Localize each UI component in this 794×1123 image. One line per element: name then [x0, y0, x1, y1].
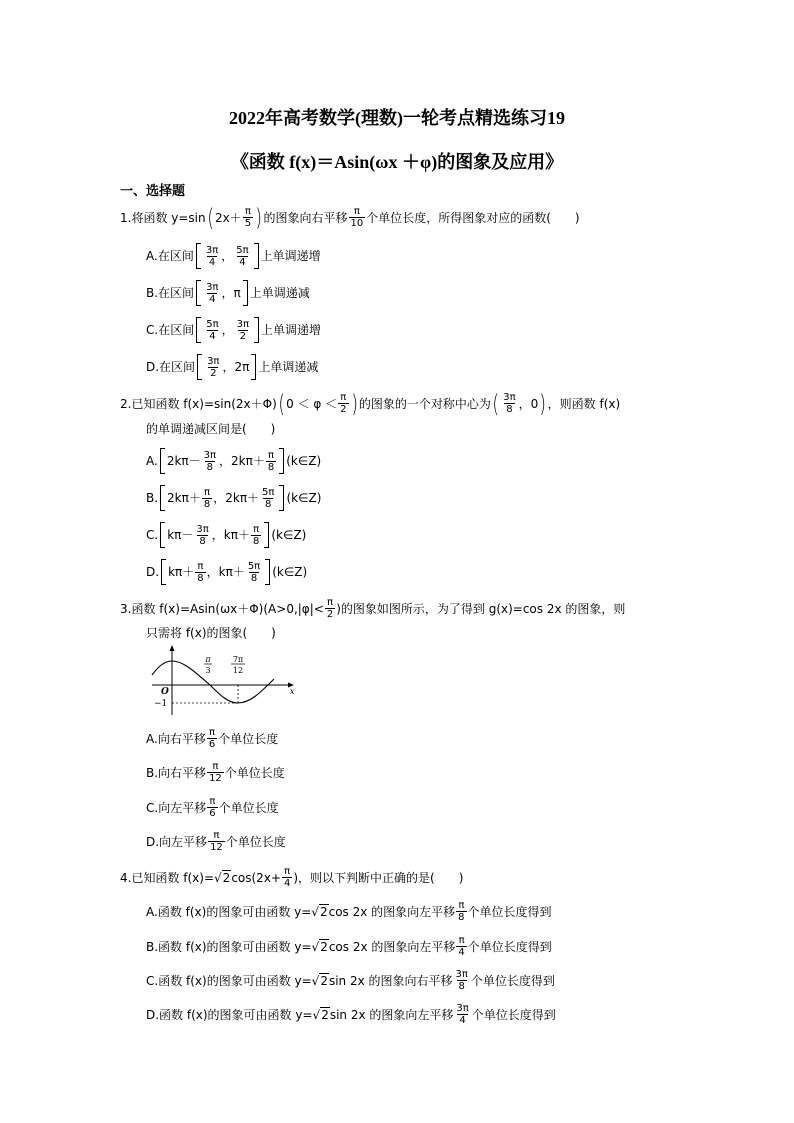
- frac-num: 3π: [203, 449, 217, 461]
- option-suffix: 上单调递减: [258, 360, 319, 374]
- option-tail: (k∈Z): [286, 454, 322, 468]
- frac-den: 8: [458, 912, 465, 923]
- sqrt-radicand: 2: [321, 1007, 329, 1022]
- option-fraction: [207, 727, 217, 750]
- frac-num: 3π: [207, 355, 220, 367]
- option-suffix: 个单位长度: [218, 731, 279, 746]
- frac-den: 4: [283, 878, 291, 889]
- option-tail: (k∈Z): [286, 491, 322, 505]
- frac-num: π: [244, 206, 251, 217]
- frac-den: 8: [203, 498, 211, 510]
- option-fraction: [194, 524, 210, 547]
- frac-num: π: [204, 486, 211, 498]
- sqrt-radicand: 2: [320, 973, 328, 988]
- bracket-close: [254, 243, 259, 269]
- q3-stem: [120, 597, 625, 620]
- option-fn: sin 2x 的图象向左平移: [329, 1007, 454, 1022]
- option-suffix: 个单位长度得到: [471, 1007, 556, 1022]
- bracket-close: [265, 559, 270, 585]
- option-suffix: 个单位长度: [225, 834, 286, 849]
- tick1-num: π: [205, 655, 211, 664]
- option-fraction: [246, 561, 262, 584]
- paren-open: (: [207, 203, 214, 232]
- frac-num: 5π: [236, 244, 249, 256]
- option-fraction: [251, 524, 261, 547]
- frac-num: 5π: [206, 318, 219, 330]
- frac-num: 3π: [455, 969, 468, 980]
- bracket-open: [160, 522, 165, 548]
- y-axis-arrow: [170, 645, 175, 651]
- q2-option-b[interactable]: [146, 485, 321, 511]
- option-fraction: [454, 1003, 470, 1026]
- option-a: D.函数 f(x)的图象可由函数 y=: [146, 1007, 313, 1022]
- frac-den: 4: [209, 330, 216, 342]
- q1-stem-b: 的图象向右平移: [263, 210, 348, 225]
- option-a: kπ＋: [168, 565, 195, 579]
- option-plain: π: [233, 286, 241, 300]
- option-plain: 2π: [234, 360, 250, 374]
- tick1-den: 3: [205, 666, 211, 675]
- option-sep: ，: [221, 323, 234, 337]
- paren-close: ): [539, 389, 547, 418]
- q3-stem-a: 3.函数 f(x)=Asin(ωx＋Φ)(A>0,|φ|<: [120, 601, 324, 616]
- frac-den: 8: [197, 572, 204, 584]
- x-label: x: [290, 687, 295, 696]
- q3-option-c[interactable]: [146, 796, 279, 819]
- option-fraction: [208, 830, 225, 853]
- frac-num: π: [212, 761, 219, 772]
- page-title: 2022年高考数学(理数)一轮考点精选练习19: [229, 108, 565, 128]
- bracket-close: [243, 280, 248, 306]
- frac-den: 4: [239, 256, 246, 268]
- frac-num: π: [209, 727, 216, 738]
- q2-stem-b: 的图象的一个对称中心为: [358, 396, 491, 411]
- option-suffix: 个单位长度得到: [467, 939, 552, 954]
- q2-cond-fraction: [338, 392, 348, 415]
- option-a: B.函数 f(x)的图象可由函数 y=: [146, 939, 312, 954]
- frac-den: 8: [265, 498, 272, 510]
- frac-num: 3π: [456, 1003, 469, 1014]
- option-fraction: [260, 487, 276, 510]
- frac-den: 2: [340, 404, 347, 415]
- option-a: 2kπ＋: [167, 491, 201, 505]
- q4-stem-b: cos(2x+: [231, 870, 281, 885]
- q1-option-b[interactable]: [146, 280, 310, 306]
- sqrt-radicand: 2: [320, 939, 328, 954]
- frac-num: 3π: [205, 244, 219, 256]
- option-tail: (k∈Z): [271, 528, 307, 542]
- option-fn: cos 2x 的图象向左平移: [328, 939, 456, 954]
- option-sep: ，: [222, 360, 235, 374]
- q2-stem-a: 2.已知函数 f(x)=sin(2x＋Φ): [120, 396, 277, 411]
- paren-open: (: [492, 389, 499, 418]
- frac-num: π: [340, 392, 347, 403]
- frac-den: 8: [458, 981, 465, 992]
- option-label: C.: [146, 528, 159, 542]
- q1-shift-fraction: [349, 206, 366, 229]
- frac-den: 2: [326, 609, 334, 620]
- q1-option-c[interactable]: [146, 317, 321, 343]
- bracket-open: [160, 485, 165, 511]
- q4-option-c[interactable]: [146, 969, 555, 992]
- bracket-open: [197, 354, 202, 380]
- option-prefix: C.向左平移: [146, 800, 207, 815]
- paren-close: ): [255, 203, 263, 232]
- option-suffix: 个单位长度: [224, 765, 285, 780]
- option-fraction: [266, 450, 276, 473]
- frac-den: 8: [267, 461, 275, 473]
- q4-stem-a: 4.已知函数 f(x)=: [120, 870, 215, 885]
- bracket-open: [161, 559, 166, 585]
- option-fraction: [456, 900, 466, 923]
- frac-den: 4: [209, 293, 216, 305]
- sqrt-radicand: 2: [222, 870, 231, 885]
- sqrt-symbol: √2: [311, 939, 328, 954]
- option-fraction: [207, 761, 224, 784]
- q2-center-fraction: [501, 392, 517, 415]
- bracket-open: [196, 243, 201, 269]
- option-fraction: [202, 487, 212, 510]
- q2-option-d[interactable]: [146, 559, 307, 585]
- q3-stem-b: )的图象如图所示，为了得到 g(x)=cos 2x 的图象，则: [336, 601, 626, 616]
- option-a: kπ－: [167, 528, 194, 542]
- q2-stem-c: ，则函数 f(x): [547, 396, 621, 411]
- option-a: C.函数 f(x)的图象可由函数 y=: [146, 973, 312, 988]
- q1-inner: 2x＋: [215, 210, 242, 225]
- option-prefix: C.在区间: [146, 323, 195, 337]
- sqrt-symbol: √2: [311, 973, 328, 988]
- q3-option-d[interactable]: [146, 830, 286, 853]
- frac-den: 2: [239, 330, 246, 342]
- option-suffix: 个单位长度得到: [467, 904, 552, 919]
- neg-one-label: −1: [154, 699, 168, 709]
- option-suffix: 个单位长度得到: [470, 973, 555, 988]
- q1-option-d[interactable]: [146, 354, 318, 380]
- option-mid: ，2kπ＋: [219, 454, 265, 468]
- option-fraction: [456, 935, 466, 958]
- section-heading: 一、选择题: [120, 184, 186, 199]
- q2-cond: 0 ＜ φ ＜: [286, 396, 338, 411]
- paren-open: (: [278, 389, 285, 418]
- sine-graph: [150, 645, 300, 717]
- option-mid: ，kπ＋: [211, 528, 250, 542]
- q2-option-c[interactable]: [146, 522, 306, 548]
- option-fraction: [205, 356, 221, 379]
- frac-num: π: [458, 935, 465, 946]
- q2-option-a[interactable]: [146, 448, 321, 474]
- option-fraction: [234, 245, 250, 268]
- tick2-num: 7π: [232, 655, 244, 664]
- q3-option-a[interactable]: [146, 727, 278, 750]
- frac-num: π: [213, 830, 220, 841]
- bracket-close: [264, 522, 269, 548]
- frac-num: π: [284, 866, 291, 877]
- frac-den: 4: [458, 947, 465, 958]
- q1-stem: [120, 203, 580, 232]
- q3-option-b[interactable]: [146, 761, 285, 784]
- frac-num: π: [253, 523, 260, 535]
- frac-den: 4: [459, 1015, 466, 1026]
- option-fraction: [204, 282, 220, 305]
- option-fraction: [195, 561, 205, 584]
- q1-stem-a: 1.将函数 y=sin: [120, 210, 206, 225]
- option-mid: ，2kπ＋: [213, 491, 260, 505]
- option-suffix: 上单调递增: [260, 249, 321, 263]
- q1-option-a[interactable]: [146, 243, 321, 269]
- option-sep: ，: [221, 286, 234, 300]
- frac-den: 4: [208, 256, 216, 268]
- bracket-open: [196, 280, 201, 306]
- option-fraction: [204, 245, 220, 268]
- option-sep: ，: [221, 249, 234, 263]
- option-a: 2kπ－: [166, 454, 201, 468]
- bracket-close: [279, 448, 284, 474]
- frac-den: 8: [252, 535, 260, 547]
- q4-fraction: [282, 866, 292, 889]
- frac-num: π: [327, 597, 334, 608]
- q1-stem-c: 个单位长度，所得图象对应的函数( ): [366, 210, 580, 225]
- origin-label: O: [161, 687, 169, 697]
- frac-num: 3π: [236, 318, 249, 330]
- frac-den: 8: [199, 535, 206, 547]
- q3-cond-fraction: [325, 597, 335, 620]
- frac-num: π: [209, 796, 216, 807]
- q4-option-d[interactable]: [146, 1003, 556, 1026]
- frac-num: 5π: [247, 560, 261, 572]
- option-fraction: [207, 796, 217, 819]
- q3-stem-line2: 只需将 f(x)的图象( ): [146, 626, 276, 640]
- q2-center-b: ，0: [518, 396, 539, 411]
- option-prefix: A.在区间: [146, 249, 194, 263]
- frac-num: 3π: [503, 392, 516, 403]
- option-prefix: D.在区间: [146, 360, 196, 374]
- option-suffix: 上单调递增: [261, 323, 322, 337]
- bracket-close: [279, 485, 284, 511]
- sqrt-symbol: √2: [312, 1007, 329, 1022]
- option-prefix: D.向左平移: [146, 834, 208, 849]
- option-fraction: [235, 319, 251, 342]
- frac-num: 3π: [206, 281, 219, 293]
- frac-den: 5: [244, 218, 252, 229]
- frac-den: 10: [350, 218, 364, 229]
- bracket-close: [251, 354, 256, 380]
- frac-num: 5π: [262, 486, 275, 498]
- frac-den: 6: [209, 808, 216, 819]
- q4-stem: [120, 866, 463, 889]
- option-fn: cos 2x 的图象向左平移: [328, 904, 456, 919]
- option-label: B.: [146, 491, 159, 505]
- frac-den: 6: [208, 739, 216, 750]
- q4-option-a[interactable]: [146, 900, 552, 923]
- sine-curve: [152, 661, 274, 703]
- frac-den: 12: [209, 773, 222, 784]
- frac-num: 3π: [196, 523, 209, 535]
- option-prefix: B.在区间: [146, 286, 195, 300]
- tick2-den: 12: [232, 666, 244, 675]
- q2-stem: [120, 389, 621, 418]
- option-prefix: B.向右平移: [146, 765, 207, 780]
- frac-num: π: [197, 560, 204, 572]
- q4-stem-c: )，则以下判断中正确的是( ): [293, 870, 464, 885]
- page-subtitle: 《函数 f(x)＝Asin(ωx ＋φ)的图象及应用》: [230, 152, 564, 172]
- q4-option-b[interactable]: [146, 935, 552, 958]
- q1-fraction: [243, 206, 253, 229]
- q2-stem-line2: 的单调递减区间是( ): [146, 422, 276, 436]
- sqrt-radicand: 2: [319, 904, 328, 919]
- frac-num: π: [458, 900, 465, 911]
- bracket-open: [196, 317, 201, 343]
- option-fraction: [204, 319, 220, 342]
- frac-den: 8: [506, 404, 513, 415]
- frac-num: π: [268, 449, 275, 461]
- sqrt-symbol: √2: [311, 904, 328, 919]
- option-suffix: 上单调递减: [249, 286, 310, 300]
- option-prefix: A.向右平移: [146, 731, 206, 746]
- sqrt-symbol: √2: [214, 870, 231, 885]
- option-label: D.: [146, 565, 160, 579]
- bracket-close: [254, 317, 259, 343]
- frac-num: π: [353, 206, 360, 217]
- bracket-open: [160, 448, 165, 474]
- frac-den: 8: [206, 461, 213, 473]
- frac-den: 12: [210, 842, 223, 853]
- option-fn: sin 2x 的图象向右平移: [328, 973, 453, 988]
- option-mid: ，kπ＋: [206, 565, 245, 579]
- frac-den: 2: [210, 367, 217, 379]
- option-fraction: [454, 969, 470, 992]
- option-a: A.函数 f(x)的图象可由函数 y=: [146, 904, 312, 919]
- frac-den: 8: [250, 572, 258, 584]
- option-suffix: 个单位长度: [218, 800, 279, 815]
- paren-close: ): [350, 389, 358, 418]
- option-tail: (k∈Z): [272, 565, 308, 579]
- option-label: A.: [146, 454, 158, 468]
- option-fraction: [202, 450, 218, 473]
